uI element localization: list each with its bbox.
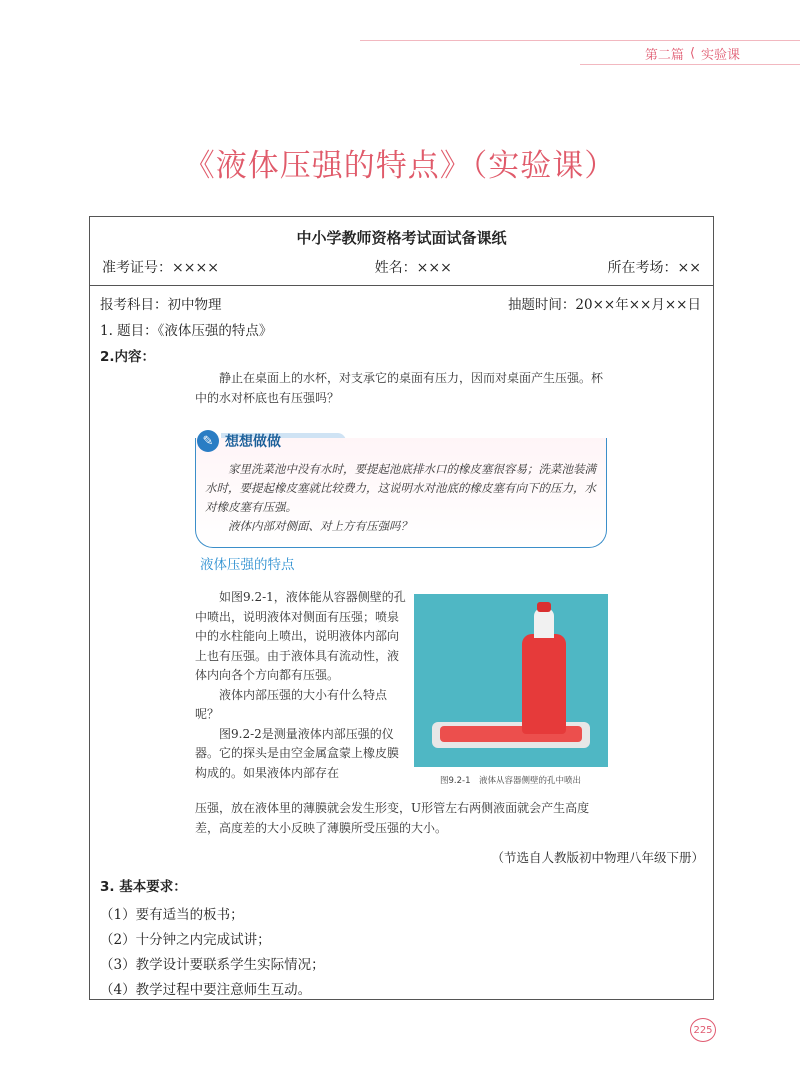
section-heading: 液体压强的特点 xyxy=(200,557,295,573)
bottle-neck xyxy=(534,608,554,638)
requirements-label: 3. 基本要求： xyxy=(100,879,187,895)
bottle-cap xyxy=(537,602,551,612)
sheet-title: 中小学教师资格考试面试备课纸 xyxy=(296,229,507,247)
wrench-icon: ✎ xyxy=(197,430,219,452)
think-label xyxy=(197,428,367,454)
candidate-name: 姓名：××× xyxy=(374,260,452,276)
requirement-item-1: （1）要有适当的板书； xyxy=(100,907,244,923)
textbook-intro xyxy=(195,368,610,408)
body-paragraph-3: 图9.2-2是测量液体内部压强的仪器。它的探头是由空金属盒蒙上橡皮膜构成的。如果液体内部存在 xyxy=(195,726,400,780)
running-header xyxy=(580,42,800,64)
requirement-item-3: （3）教学设计要联系学生实际情况； xyxy=(100,957,325,973)
textbook-body xyxy=(195,588,407,783)
requirement-item-2: （2）十分钟之内完成试讲； xyxy=(100,932,271,948)
header-underline xyxy=(580,64,800,65)
draw-time: 抽题时间：20××年××月××日 xyxy=(507,297,701,313)
think-paragraph-2: 液体内部对侧面、对上方有压强吗？ xyxy=(228,519,412,533)
header-rule xyxy=(360,40,800,41)
think-and-do-box xyxy=(195,428,607,548)
bottle xyxy=(522,634,566,734)
content-label: 2.内容： xyxy=(100,349,156,365)
bottle-experiment-photo xyxy=(414,594,608,767)
topic-line: 1. 题目：《液体压强的特点》 xyxy=(100,323,273,339)
exam-number: 准考证号：×××× xyxy=(102,260,219,276)
source-note: （节选自人教版初中物理八年级下册） xyxy=(491,850,704,865)
candidate-info-row xyxy=(102,257,701,277)
body-paragraph-3-cont: 压强，放在液体里的薄膜就会发生形变，U形管左右两侧液面就会产生高度差，高度差的大小反映了薄膜所受压强的大小。 xyxy=(195,801,590,835)
page-title: 《液体压强的特点》（实验课） xyxy=(183,148,617,184)
think-label-text: 想想做做 xyxy=(225,434,281,450)
think-paragraph-1: 家里洗菜池中没有水时，要提起池底排水口的橡皮塞很容易；洗菜池装满水时，要提起橡皮塞就比较费力，这说明水对池底的橡皮塞有向下的压力，水对橡皮塞有压强。 xyxy=(205,462,596,514)
part-label: 第二篇 xyxy=(644,47,684,63)
page-number: 225 xyxy=(690,1018,716,1042)
section-label: 实验课 xyxy=(700,47,740,63)
sheet-header xyxy=(90,217,713,286)
body-paragraph-1: 如图9.2-1，液体能从容器侧壁的孔中喷出，说明液体对侧面有压强；喷泉中的水柱能向上喷出，说明液体内部向上也有压强。由于液体具有流动性，液体内向各个方向都有压强。 xyxy=(195,590,406,682)
requirement-item-4: （4）教学过程中要注意师生互动。 xyxy=(100,982,312,998)
body-paragraph-2: 液体内部压强的大小有什么特点呢？ xyxy=(195,687,388,721)
think-text xyxy=(205,460,597,536)
intro-paragraph: 静止在桌面上的水杯，对支承它的桌面有压力，因而对桌面产生压强。杯中的水对杯底也有压强吗？ xyxy=(195,371,604,405)
separator-icon: ⟨ xyxy=(689,45,695,61)
subject-line: 报考科目：初中物理 xyxy=(100,297,222,313)
exam-venue: 所在考场：×× xyxy=(607,260,701,276)
figure-caption: 图9.2-1 液体从容器侧壁的孔中喷出 xyxy=(440,776,581,786)
